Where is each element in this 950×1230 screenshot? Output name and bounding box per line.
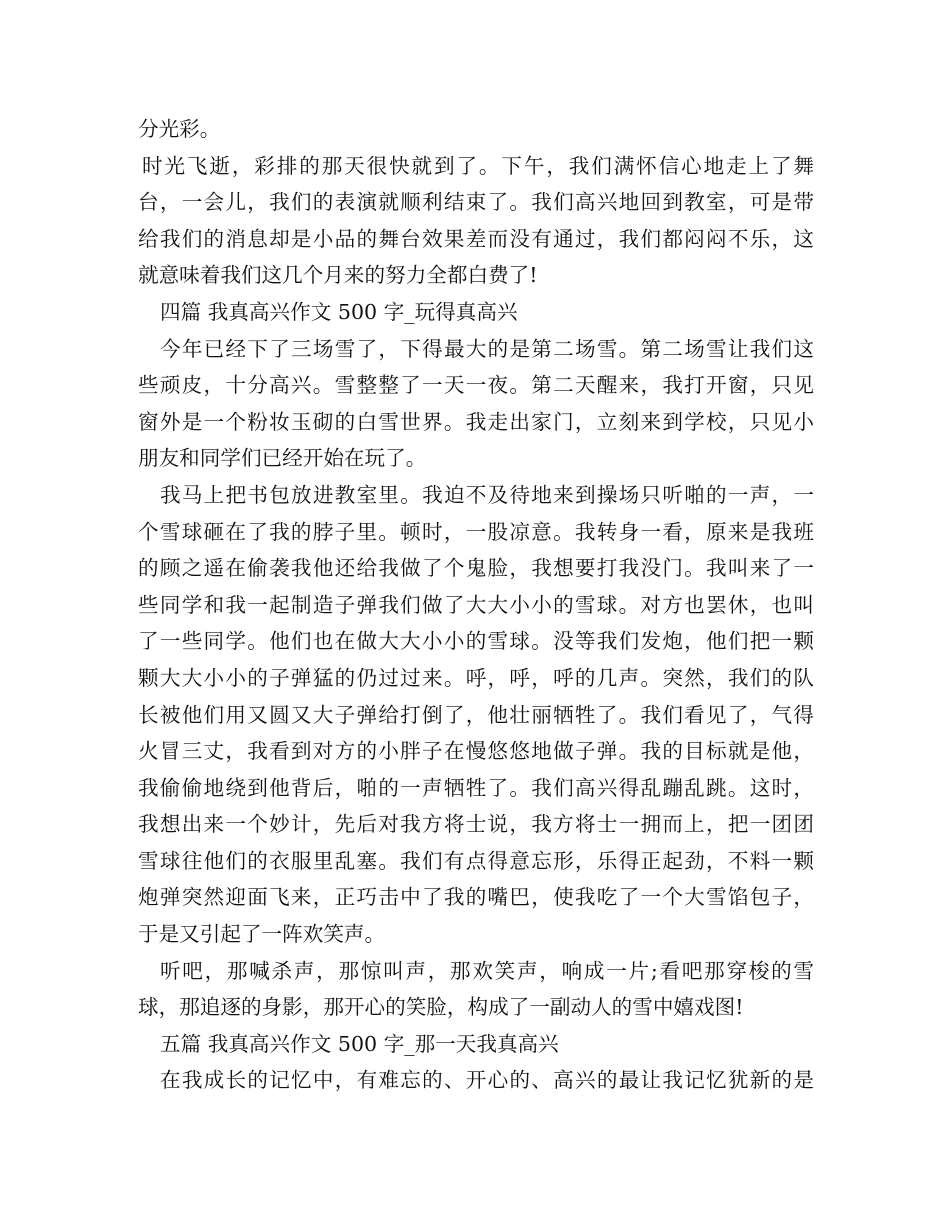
paragraph-line: 朋友和同学们已经开始在玩了。 bbox=[138, 446, 427, 471]
paragraph-line: 炮弹突然迎面飞来，正巧击中了我的嘴巴，使我吃了一个大雪馅包子， bbox=[138, 885, 814, 910]
paragraph-line: 个雪球砸在了我的脖子里。顿时，一股凉意。我转身一看，原来是我班 bbox=[138, 519, 814, 544]
paragraph-line: 给我们的消息却是小品的舞台效果差而没有通过，我们都闷闷不乐，这 bbox=[138, 226, 814, 251]
paragraph-line: 在我成长的记忆中，有难忘的、开心的、高兴的最让我记忆犹新的是 bbox=[160, 1068, 814, 1093]
paragraph-line: 就意味着我们这几个月来的努力全都白费了! bbox=[138, 263, 538, 288]
paragraph-line: 些顽皮，十分高兴。雪整整了一天一夜。第二天醒来，我打开窗，只见 bbox=[138, 373, 814, 398]
paragraph-line: 些同学和我一起制造子弹我们做了大大小小的雪球。对方也罢休，也叫 bbox=[138, 592, 814, 617]
paragraph-line: 的顾之遥在偷袭我他还给我做了个鬼脸，我想要打我没门。我叫来了一 bbox=[138, 556, 814, 581]
paragraph-line: 我偷偷地绕到他背后，啪的一声牺牲了。我们高兴得乱蹦乱跳。这时， bbox=[138, 775, 814, 800]
paragraph-line: 时光飞逝，彩排的那天很快就到了。下午，我们满怀信心地走上了舞 bbox=[142, 153, 814, 178]
paragraph-line: 球，那追逐的身影，那开心的笑脸，构成了一副动人的雪中嬉戏图! bbox=[138, 995, 744, 1020]
paragraph-line: 听吧，那喊杀声，那惊叫声，那欢笑声，响成一片;看吧那穿梭的雪 bbox=[160, 958, 814, 983]
paragraph-line: 火冒三丈，我看到对方的小胖子在慢悠悠地做子弹。我的目标就是他， bbox=[138, 739, 814, 764]
section-heading: 五篇 我真高兴作文 500 字_那一天我真高兴 bbox=[160, 1031, 559, 1056]
paragraph-line: 长被他们用又圆又大子弹给打倒了，他壮丽牺牲了。我们看见了，气得 bbox=[138, 702, 814, 727]
paragraph-line: 今年已经下了三场雪了，下得最大的是第二场雪。第二场雪让我们这 bbox=[160, 336, 814, 361]
paragraph-line: 了一些同学。他们也在做大大小小的雪球。没等我们发炮，他们把一颗 bbox=[138, 629, 814, 654]
paragraph-line: 分光彩。 bbox=[138, 117, 221, 141]
section-heading: 四篇 我真高兴作文 500 字_玩得真高兴 bbox=[160, 299, 518, 324]
paragraph-line: 我马上把书包放进教室里。我迫不及待地来到操场只听啪的一声，一 bbox=[160, 482, 814, 507]
paragraph-line: 我想出来一个妙计，先后对我方将士说，我方将士一拥而上，把一团团 bbox=[138, 812, 814, 837]
paragraph-line: 颗大大小小的子弹猛的仍过过来。呼，呼，呼的几声。突然，我们的队 bbox=[138, 665, 814, 690]
paragraph-line: 于是又引起了一阵欢笑声。 bbox=[138, 922, 386, 947]
paragraph-line: 雪球往他们的衣服里乱塞。我们有点得意忘形，乐得正起劲，不料一颗 bbox=[138, 848, 814, 873]
paragraph-line: 台，一会儿，我们的表演就顺利结束了。我们高兴地回到教室，可是带 bbox=[138, 190, 814, 215]
paragraph-line: 窗外是一个粉妆玉砌的白雪世界。我走出家门，立刻来到学校，只见小 bbox=[138, 409, 814, 434]
